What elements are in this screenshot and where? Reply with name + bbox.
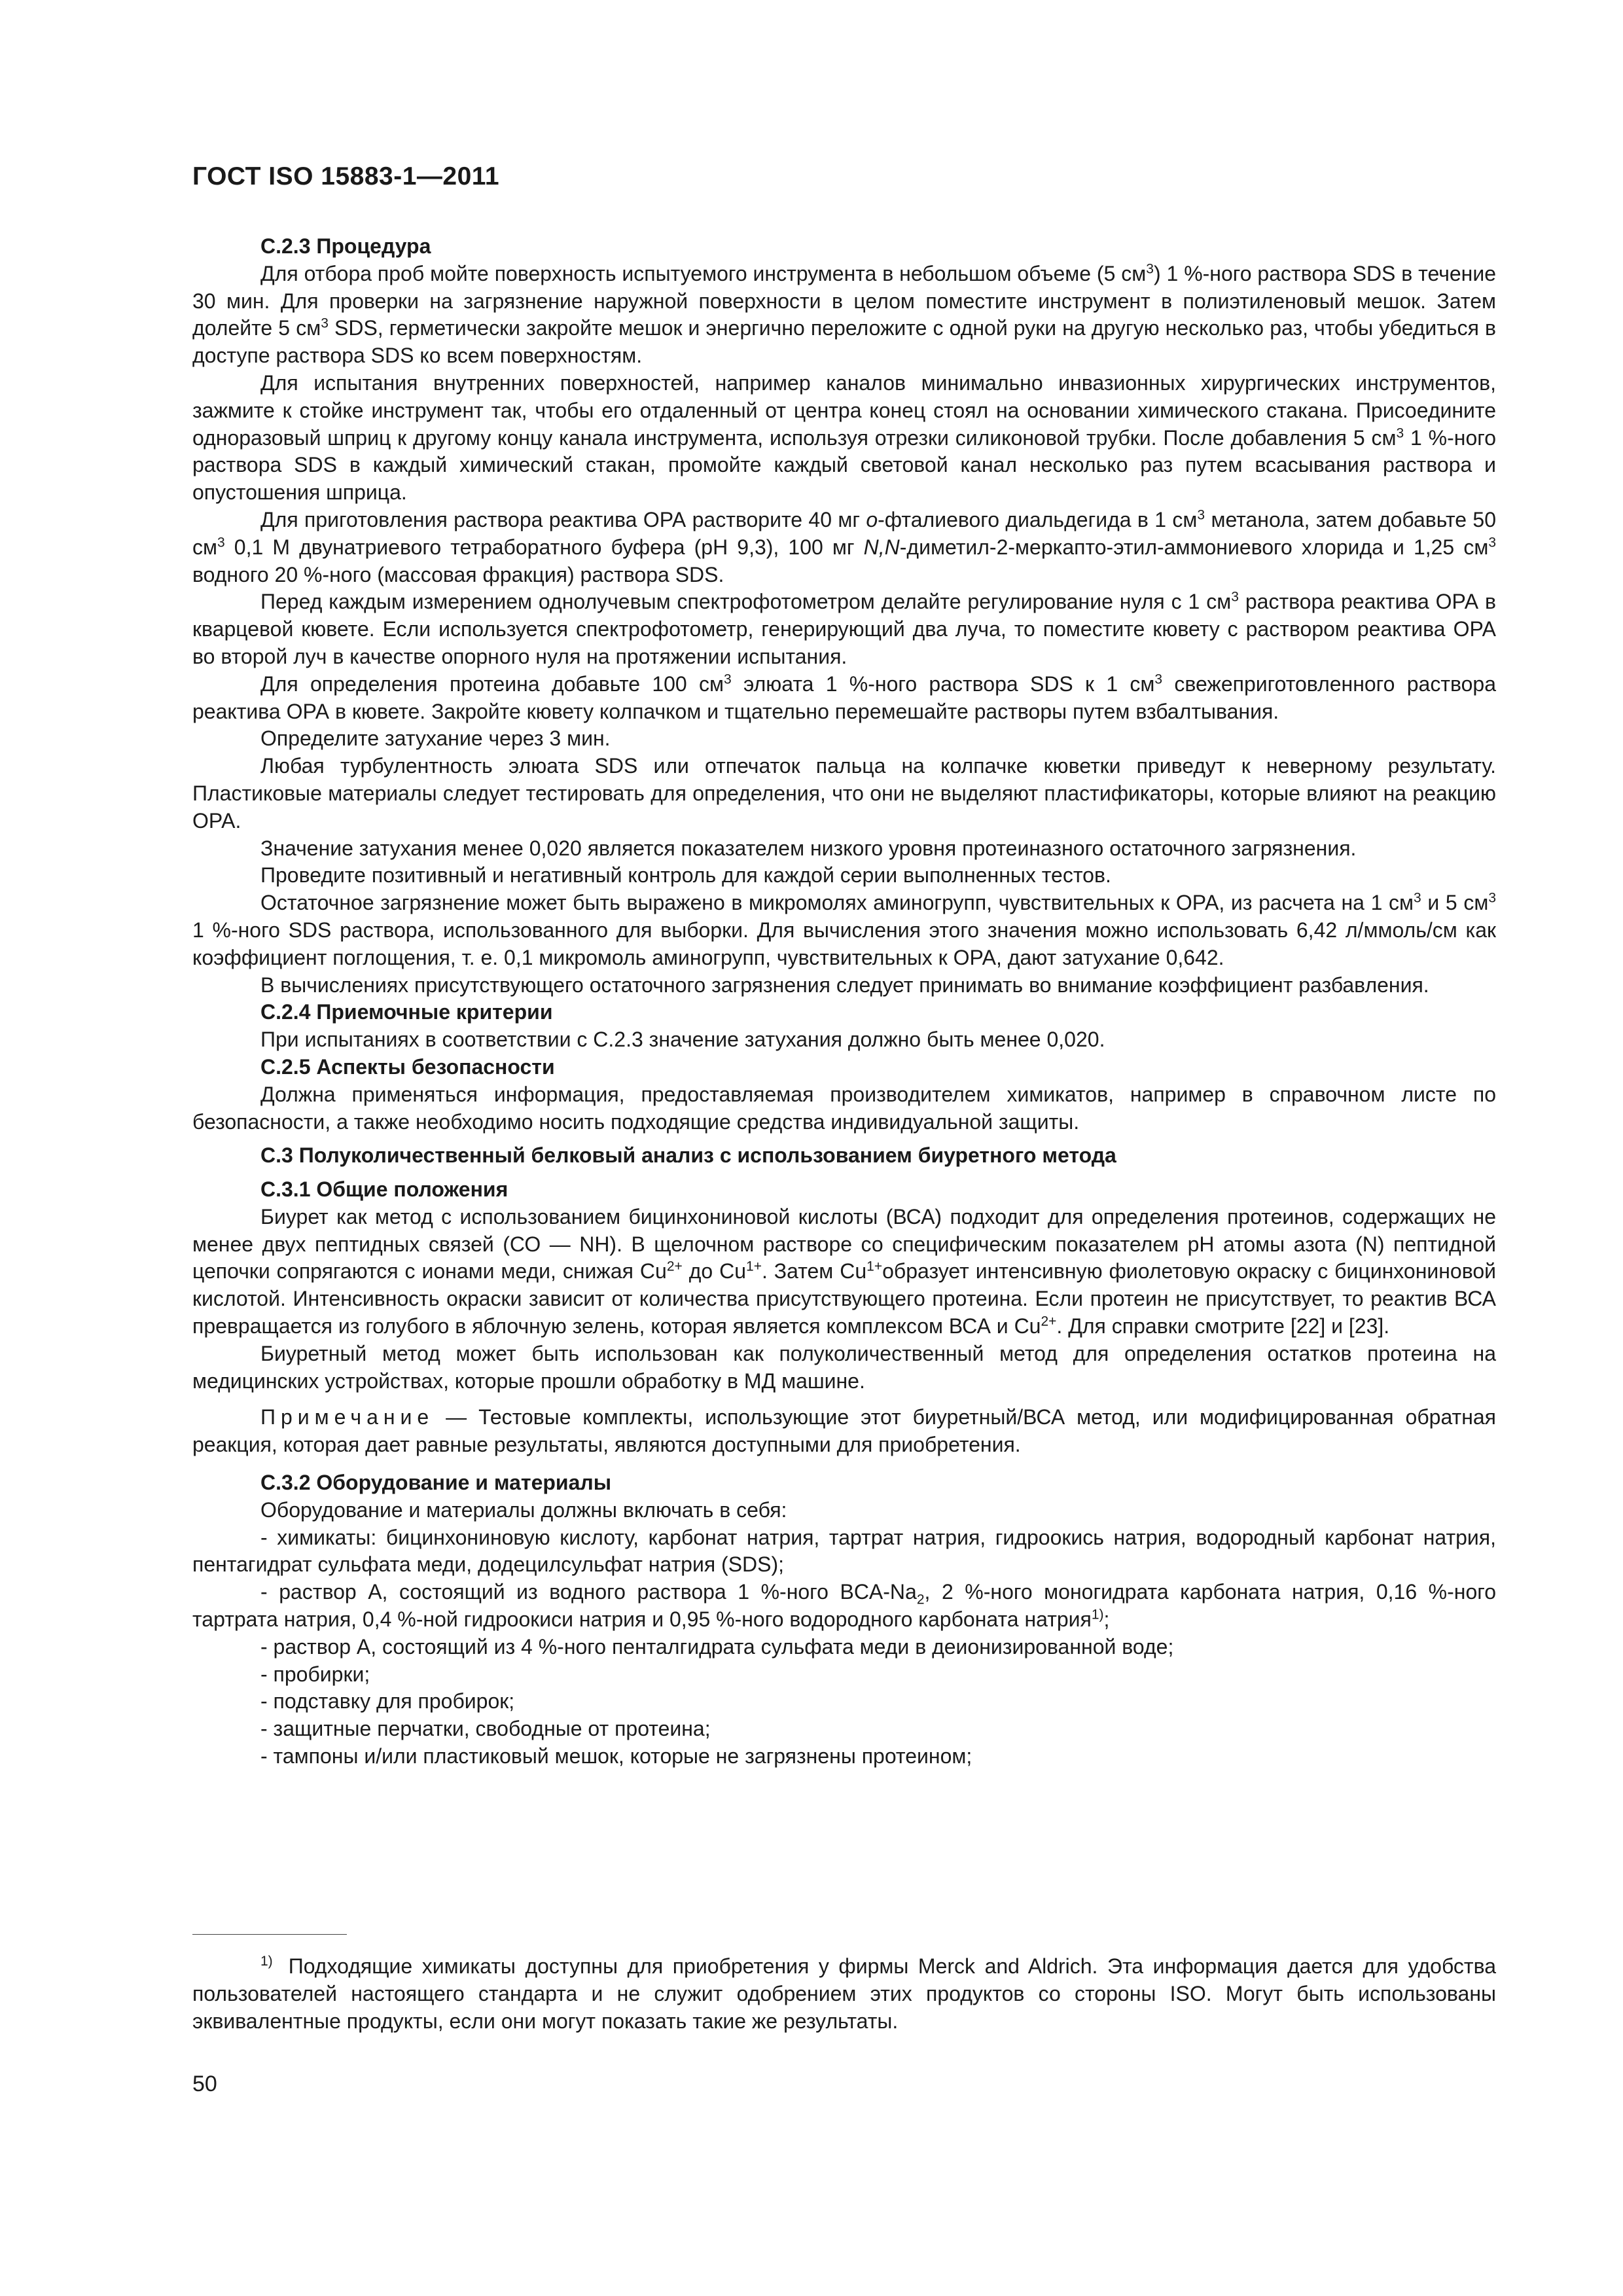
paragraph-c23-1: Для отбора проб мойте поверхность испытуемого инструмента в небольшом объеме (5 $см^3$) 1 %-ного раствора SDS в течение 30 мин. Для проверки на загрязнение наружной поверхности в целом поместите инструмент в полиэтиленовый мешок. Затем долейте 5 $см^3$ SDS, герметически закройте мешок и энергично переложите с одной руки на другую несколько раз, чтобы убедиться в доступе раствора SDS ко всем поверхностям. xyxy=(192,261,1497,368)
paragraph-c23-10: Остаточное загрязнение может быть выражено в микромолях аминогрупп, чувствительных к ОРА, из расчета на 1 $см^3$ и 5 $см^3$ 1 %-ного SDS раствора, использованного для выборки. Для вычисления этого значения можно использовать 6,42 л/ммоль/см как коэффициент поглощения, т. е. 0,1 микромоль аминогрупп, чувствительных к ОРА, дают затухание 0,642. xyxy=(192,890,1497,969)
section-heading-c24: C.2.4 Приемочные критерии xyxy=(260,1000,553,1024)
list-item: - раствор А, состоящий из 4 %-ного пенталгидрата сульфата меди в деионизированной воде; xyxy=(260,1634,1174,1659)
paragraph-c31-1: Биурет как метод с использованием бицинхониновой кислоты (ВСА) подходит для определения протеинов, содержащих не менее двух пептидных связей (СО — NH). В щелочном растворе со специфическим показателем pH атомы азота (N) пептидной цепочки сопрягаются с ионами меди, снижая $Cu^{2+}$ до $Cu^{1+}$. Затем $Cu^{1+}образует$ интенсивную фиолетовую окраску с бицинхониновой кислотой. Интенсивность окраски зависит от количества присутствующего протеина. Если протеин не присутствует, то реактив ВСА превращается из голубого в яблочную зелень, которая является комплексом ВСА и $Cu^{2+}$. Для справки смотрите [22] и [23]. xyxy=(192,1204,1497,1338)
list-item: - подставку для пробирок; xyxy=(260,1689,515,1713)
paragraph-c23-4: Перед каждым измерением однолучевым спектрофотометром делайте регулирование нуля с 1 $см^3$ раствора реактива ОРА в кварцевой кювете. Если используется спектрофотометр, генерирующий два луча, то поместите кювету с раствором реактива ОРА во второй луч в качестве опорного нуля на протяжении испытания. xyxy=(192,589,1497,668)
paragraph-c23-3: Для приготовления раствора реактива ОРА растворите 40 мг o-фталиевого диальдегида в 1 $см^3$ метанола, затем добавьте 50 $см^3$ 0,1 М двунатриевого тетраборатного буфера (pH 9,3), 100 мг N,N-диметил-2-меркапто-этил-аммониевого хлорида и 1,25 $см^3$ водного 20 %-ного (массовая фракция) раствора SDS. xyxy=(192,507,1496,586)
paragraph-c31-2: Биуретный метод может быть использован как полуколичественный метод для определения остатков протеина на медицинских устройствах, которые прошли обработку в МД машине. xyxy=(192,1341,1496,1393)
paragraph-c25-1: Должна применяться информация, предоставляемая производителем химикатов, например в справочном листе по безопасности, а также необходимо носить подходящие средства индивидуальной защиты. xyxy=(192,1082,1496,1134)
paragraph-c23-7: Любая турбулентность элюата SDS или отпечаток пальца на колпачке кюветки приведут к неверному результату. Пластиковые материалы следует тестировать для определения, что они не выделяют пластификаторы, которые влияют на реакцию ОРА. xyxy=(192,754,1496,833)
list-item: - пробирки; xyxy=(260,1662,370,1686)
section-heading-c31: C.3.1 Общие положения xyxy=(260,1177,508,1202)
section-heading-c32: C.3.2 Оборудование и материалы xyxy=(260,1471,612,1495)
footnote xyxy=(192,1952,1496,2035)
paragraph-c23-9: Проведите позитивный и негативный контроль для каждой серии выполненных тестов. xyxy=(260,863,1111,888)
paragraph-c23-6: Определите затухание через 3 мин. xyxy=(260,726,611,751)
list-item: - химикаты: бицинхониновую кислоту, карбонат натрия, тартрат натрия, гидроокись натрия, водородный карбонат натрия, пентагидрат сульфата меди, додецилсульфат натрия (SDS); xyxy=(192,1525,1496,1577)
list-item: - тампоны и/или пластиковый мешок, которые не загрязнены протеином; xyxy=(260,1744,972,1768)
footnote-reference[interactable]: 1) xyxy=(1091,1607,1104,1623)
paragraph-c23-8: Значение затухания менее 0,020 является показателем низкого уровня протеиназного остаточного загрязнения. xyxy=(260,836,1357,860)
section-heading-c25: C.2.5 Аспекты безопасности xyxy=(260,1054,555,1079)
note-label: Примечание xyxy=(260,1405,435,1429)
list-item: - защитные перчатки, свободные от протеина; xyxy=(260,1717,711,1741)
running-header-standard-code: ГОСТ ISO 15883-1—2011 xyxy=(192,162,500,190)
paragraph-c23-11: В вычислениях присутствующего остаточного загрязнения следует принимать во внимание коэффициент разбавления. xyxy=(260,973,1429,997)
footnote-marker: 1) xyxy=(260,1954,273,1969)
main-content xyxy=(192,233,1496,1770)
section-heading-c23: C.2.3 Процедура xyxy=(260,234,431,258)
footnote-separator xyxy=(192,1934,347,1935)
paragraph-c24-1: При испытаниях в соответствии с С.2.3 значение затухания должно быть менее 0,020. xyxy=(260,1028,1105,1052)
list-item: - раствор А, состоящий из водного раствора 1 %-ного BCA-$Na_2$, 2 %-ного моногидрата карбоната натрия, 0,16 %-ного тартрата натрия, 0,4 %-ной гидроокиси натрия и 0,95 %-ного водородного карбоната натрия$^{1)}$; xyxy=(192,1580,1497,1632)
page-number: 50 xyxy=(192,2072,217,2096)
section-heading-c3: C.3 Полуколичественный белковый анализ с использованием биуретного метода xyxy=(260,1143,1116,1168)
footnote-text: Подходящие химикаты доступны для приобретения у фирмы Merck and Aldrich. Эта информация дается для удобства пользователей настоящего стандарта и не служит одобрением этих продуктов со стороны ISO. Могут быть использованы эквивалентные продукты, если они могут показать такие же результаты. xyxy=(192,1954,1496,2033)
equipment-list xyxy=(192,1524,1496,1770)
note-c31: Примечание — Тестовые комплекты, использующие этот биуретный/ВСА метод, или модифицированная обратная реакция, которая дает равные результаты, являются доступными для приобретения. xyxy=(192,1405,1496,1457)
paragraph-c23-5: Для определения протеина добавьте 100 $см^3$ элюата 1 %-ного раствора SDS к 1 $см^3$ свежеприготовленного раствора реактива ОРА в кювете. Закройте кювету колпачком и тщательно перемешайте растворы путем взбалтывания. xyxy=(192,672,1497,723)
paragraph-c23-2: Для испытания внутренних поверхностей, например каналов минимально инвазионных хирургических инструментов, зажмите к стойке инструмент так, чтобы его отдаленный от центра конец стоял на основании химического стакана. Присоедините одноразовый шприц к другому концу канала инструмента, используя отрезки силиконовой трубки. После добавления 5 $см^3$ 1 %-ного раствора SDS в каждый химический стакан, промойте каждый световой канал несколько раз путем всасывания раствора и опустошения шприца. xyxy=(192,370,1497,505)
paragraph-c32-intro: Оборудование и материалы должны включать в себя: xyxy=(260,1498,787,1522)
